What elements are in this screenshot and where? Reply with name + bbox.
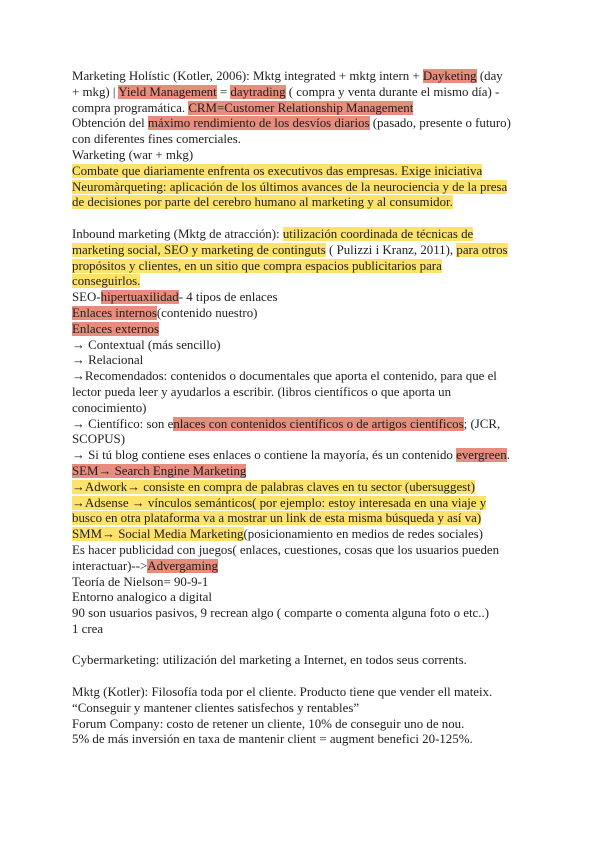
highlight-yellow: Combate que diariamente enfrenta os executivos das empresas. Exige iniciativa xyxy=(72,163,483,178)
paragraph-seo-links xyxy=(72,290,560,464)
text-run: (posicionamiento en medios de redes sociales) xyxy=(243,527,483,542)
text-line: 5% de más inversión en taxa de mantenir client = augment benefici 20-125%. xyxy=(72,732,473,747)
text-line: lector pueda leer y ayudarlos a escribir. (libros científicos o que aporta un xyxy=(72,384,452,399)
text-line xyxy=(72,511,560,527)
highlight-red: máximo rendimiento de los desvíos diarios xyxy=(147,116,370,131)
highlight-yellow: Neuromàrqueting: aplicación de los últimos avances de la neurociencia y de la presa xyxy=(72,179,508,194)
text-run: ( Pulizzi i Kranz, 2011), xyxy=(325,242,457,257)
text-line: Forum Company: costo de retener un cliente, 10% de conseguir uno de nou. xyxy=(72,716,465,731)
paragraph-warketing xyxy=(72,148,560,211)
text-run: + mkg) | xyxy=(72,84,119,99)
paragraph-max-performance xyxy=(72,116,560,148)
highlight-red: hipertuaxilidad xyxy=(100,290,179,305)
highlight-yellow: propósitos y clientes, en un sitio que compra espacios publicitarios para xyxy=(72,258,442,273)
highlight-yellow: de decisiones por parte del cerebro humano al marketing y al consumidor. xyxy=(72,195,453,210)
paragraph-kotler xyxy=(72,685,560,748)
highlight-yellow: →Adsense → vínculos semánticos( por ejemplo: estoy interesada en una viaje y xyxy=(72,495,487,510)
text-run: → Si tú blog contiene eses enlaces o contiene la mayoría, és un contenido xyxy=(72,448,457,463)
text-run: - 4 tipos de enlaces xyxy=(178,290,278,305)
text-run: (day xyxy=(476,69,503,83)
text-run: interactuar)--> xyxy=(72,558,148,573)
text-run: Obtención del xyxy=(72,116,148,131)
text-line xyxy=(72,101,560,117)
text-run: ; (JCR, xyxy=(463,416,501,431)
text-line: Cybermarketing: utilización del marketing a Internet, en todos seus corrents. xyxy=(72,653,467,668)
highlight-red: Yield Management xyxy=(118,84,217,99)
text-line xyxy=(72,180,560,196)
blank-line xyxy=(72,669,560,685)
highlight-yellow: conseguirlos. xyxy=(72,274,141,289)
text-line xyxy=(72,243,560,259)
text-line xyxy=(72,417,560,433)
text-line: → Relacional xyxy=(72,353,144,368)
text-line xyxy=(72,195,560,211)
text-line: 1 crea xyxy=(72,621,104,636)
text-run: → Científico: son e xyxy=(72,416,174,431)
text-line xyxy=(72,164,560,180)
paragraph-cybermarketing xyxy=(72,653,560,669)
highlight-yellow: para otros xyxy=(456,242,508,257)
text-run: (contenido nuestro) xyxy=(156,305,258,320)
text-line: → Contextual (más sencillo) xyxy=(72,337,221,352)
text-line xyxy=(72,306,560,322)
text-line xyxy=(72,496,560,512)
text-line: conocimiento) xyxy=(72,400,147,415)
paragraph-sem xyxy=(72,464,560,638)
text-run: = xyxy=(216,84,231,99)
text-line xyxy=(72,259,560,275)
text-line xyxy=(72,464,560,480)
text-line: SCOPUS) xyxy=(72,432,126,447)
text-line: 90 son usuarios pasivos, 9 recrean algo ( comparte o comenta alguna foto o etc..) xyxy=(72,606,490,621)
text-line xyxy=(72,290,560,306)
highlight-red: evergreen xyxy=(456,448,507,463)
text-run: (pasado, presente o futuro) xyxy=(369,116,511,131)
highlight-red: Dayketing xyxy=(422,69,477,83)
highlight-yellow: →Adwork→ consiste en compra de palabras claves en tu sector (ubersuggest) xyxy=(72,479,476,494)
highlight-yellow: busco en otra plataforma va a mostrar un link de esta misma búsqueda y así va) xyxy=(72,511,482,526)
text-line xyxy=(72,69,560,85)
text-run: ( compra y venta durante el mismo día) - xyxy=(285,84,500,99)
highlight-red: Advergaming xyxy=(147,558,218,573)
highlight-red: Enlaces internos xyxy=(72,305,157,320)
highlight-yellow: utilización coordinada de técnicas de xyxy=(282,226,474,241)
text-run: Marketing Holístic (Kotler, 2006): Mktg integrated + mktg intern + xyxy=(72,69,423,83)
text-line: Es hacer publicidad con juegos( enlaces, cuestiones, cosas que los usuarios pueden xyxy=(72,542,500,557)
text-run: Inbound marketing (Mktg de atracción): xyxy=(72,226,283,241)
paragraph-inbound-marketing xyxy=(72,227,560,290)
highlight-yellow: SMM→ Social Media Marketing xyxy=(72,527,244,542)
text-line: Warketing (war + mkg) xyxy=(72,147,194,162)
text-run: compra programática. xyxy=(72,100,189,115)
text-line xyxy=(72,274,560,290)
text-line: →Recomendados: contenidos o documentales que aporta el contenido, para que el xyxy=(72,369,497,384)
highlight-red: SEM→ Search Engine Marketing xyxy=(72,463,247,478)
text-line xyxy=(72,322,560,338)
text-line xyxy=(72,559,560,575)
text-line: Mktg (Kotler): Filosofía toda por el cliente. Producto tiene que vender ell mateix. xyxy=(72,685,493,700)
highlight-yellow: marketing social, SEO y marketing de continguts xyxy=(72,242,326,257)
blank-line xyxy=(72,638,560,654)
text-line xyxy=(72,448,560,464)
highlight-red: nlaces con contenidos científicos o de artigos científicos xyxy=(173,416,464,431)
highlight-red: daytrading xyxy=(230,84,286,99)
text-line xyxy=(72,85,560,101)
text-line xyxy=(72,480,560,496)
blank-line xyxy=(72,211,560,227)
text-line: Teoría de Nielson= 90-9-1 xyxy=(72,574,209,589)
text-line xyxy=(72,116,560,132)
text-line xyxy=(72,527,560,543)
text-line xyxy=(72,227,560,243)
paragraph-holistic-marketing xyxy=(72,69,560,116)
highlight-red: Enlaces externos xyxy=(72,321,159,336)
highlight-red: CRM=Customer Relationship Management xyxy=(188,100,414,115)
text-line: “Conseguir y mantener clientes satisfechos y rentables” xyxy=(72,700,360,715)
text-line: con diferentes fines comerciales. xyxy=(72,132,241,147)
text-run: SEO- xyxy=(72,290,101,305)
text-run: . xyxy=(506,448,510,463)
text-line: Entorno analogico a digital xyxy=(72,590,212,605)
